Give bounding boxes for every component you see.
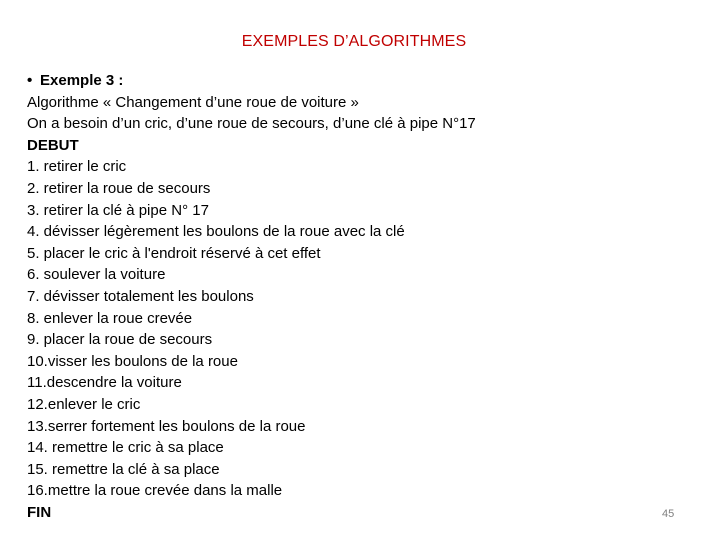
step-line: 1. retirer le cric xyxy=(27,158,127,176)
step-line: 10.visser les boulons de la roue xyxy=(27,352,238,370)
algorithm-content xyxy=(27,70,667,523)
slide-title: EXEMPLES D’ALGORITHMES xyxy=(241,33,467,50)
step-line: 12.enlever le cric xyxy=(27,395,141,413)
begin-keyword: DEBUT xyxy=(27,136,79,154)
step-line: 15. remettre la clé à sa place xyxy=(27,460,220,478)
step-line: 5. placer le cric à l'endroit réservé à cet effet xyxy=(27,244,321,262)
end-keyword: FIN xyxy=(27,503,52,521)
example-heading xyxy=(27,70,667,92)
bullet-icon: • xyxy=(27,72,33,89)
step-line: 9. placer la roue de secours xyxy=(27,331,213,349)
requirements-line: On a besoin d’un cric, d’une roue de secours, d’une clé à pipe N°17 xyxy=(27,115,476,133)
step-line: 3. retirer la clé à pipe N° 17 xyxy=(27,201,209,219)
step-line: 2. retirer la roue de secours xyxy=(27,179,211,197)
step-line: 13.serrer fortement les boulons de la roue xyxy=(27,417,306,435)
step-line: 11.descendre la voiture xyxy=(27,374,182,392)
page-number: 45 xyxy=(662,508,675,520)
step-line: 16.mettre la roue crevée dans la malle xyxy=(27,482,283,500)
step-line: 6. soulever la voiture xyxy=(27,266,166,284)
example-heading-text: Exemple 3 : xyxy=(40,72,124,89)
step-line: 7. dévisser totalement les boulons xyxy=(27,287,254,305)
algorithm-title-line: Algorithme « Changement d’une roue de voiture » xyxy=(27,93,359,111)
step-line: 14. remettre le cric à sa place xyxy=(27,439,224,457)
step-line: 8. enlever la roue crevée xyxy=(27,309,193,327)
step-line: 4. dévisser légèrement les boulons de la roue avec la clé xyxy=(27,223,405,241)
